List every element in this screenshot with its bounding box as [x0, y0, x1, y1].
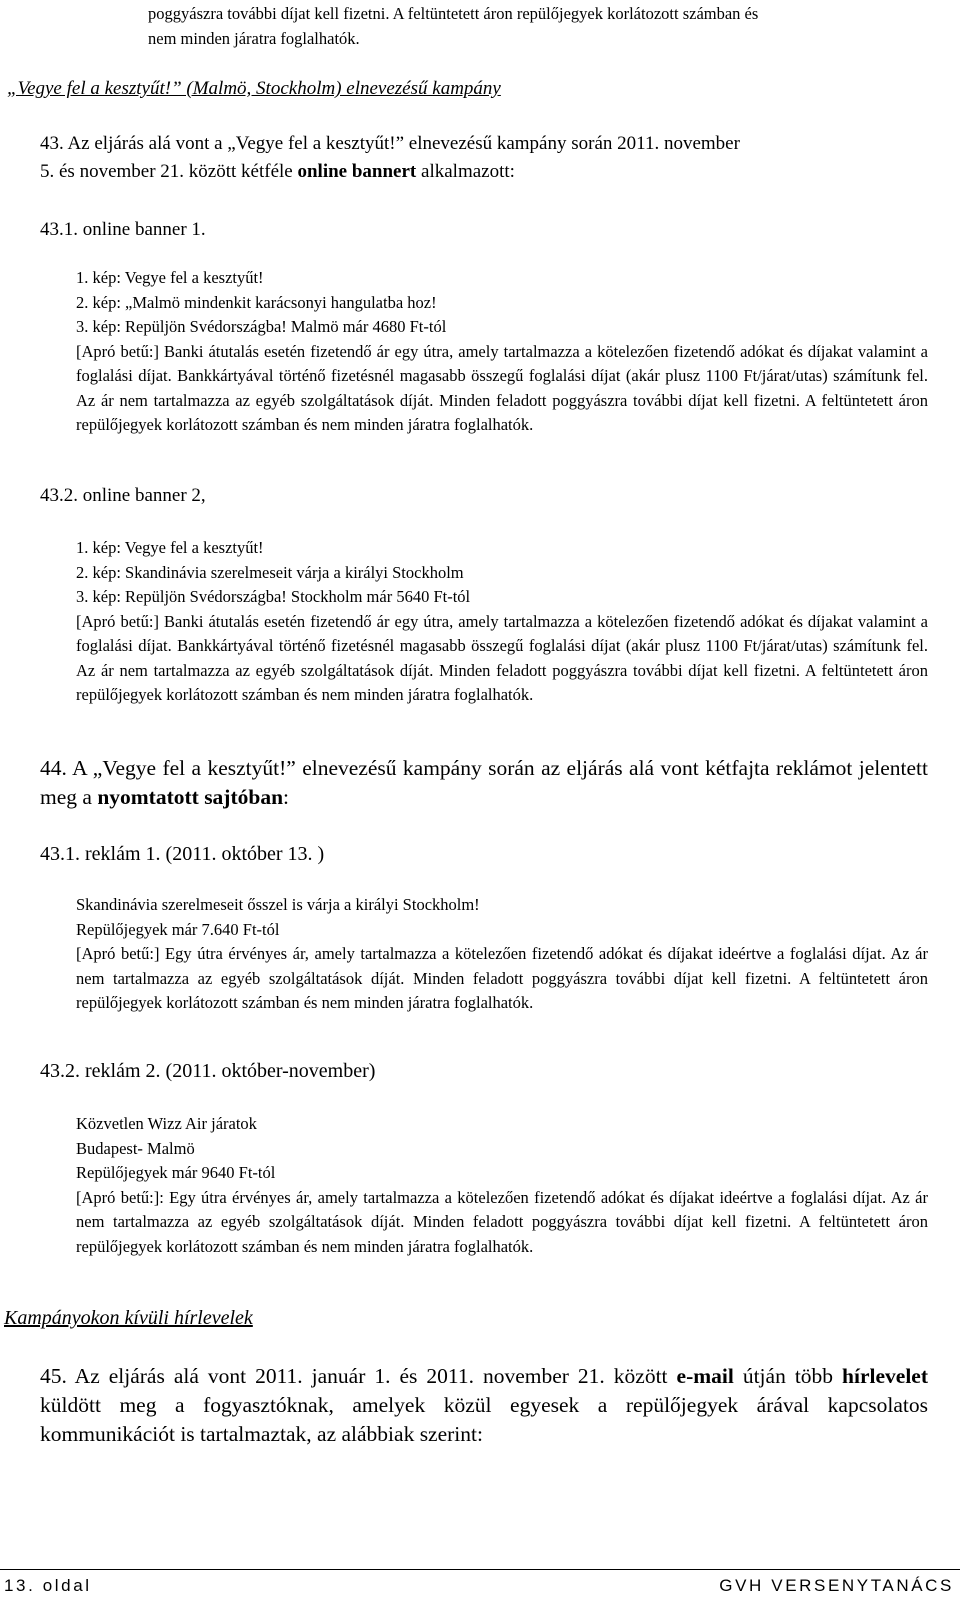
paragraph-43-bold: online bannert [297, 161, 417, 182]
ad-2-content [76, 1112, 928, 1259]
page-number: 13. oldal [4, 1576, 92, 1595]
footer-organization: GVH VERSENYTANÁCS [719, 1576, 954, 1595]
ad-2-fine-print: [Apró betű:]: Egy útra érvényes ár, amely tartalmazza a kötelezően fizetendő adókat és díjakat ideértve a foglalási díjat. Az ár nem tartalmazza az egyéb szolgáltatások díját. Minden feladott poggyászra további díjat kell fizetni. A feltüntetett áron repülőjegyek korlátozott számban és nem minden járatra foglalhatók. [76, 1187, 928, 1256]
banner-2-item-3: 3. kép: Repüljön Svédországba! Stockholm már 5640 Ft-tól [76, 587, 471, 606]
footer-divider [0, 1569, 960, 1570]
paragraph-43-line-2 [40, 158, 930, 186]
paragraph-45-text-mid: útján több [733, 1364, 843, 1388]
paragraph-43-line-1: 43. Az eljárás alá vont a „Vegye fel a kesztyűt!” elnevezésű kampány során 2011. november [40, 133, 740, 154]
ad-1-content [76, 893, 928, 1016]
paragraph-45-text-end: küldött meg a fogyasztóknak, amelyek közül egyesek a repülőjegyek árával kapcsolatos kommunikációt is tartalmaztak, az alábbiak szerint: [40, 1393, 928, 1446]
ad-1-heading: 43.1. reklám 1. (2011. október 13. ) [40, 843, 325, 865]
banner-2-heading: 43.2. online banner 2, [40, 485, 206, 506]
banner-1-fine-print: [Apró betű:] Banki átutalás esetén fizetendő ár egy útra, amely tartalmazza a kötelezően fizetendő adókat és díjakat valamint a foglalási díjat. Bankkártyával történő fizetésnél magasabb összegű foglalási díjat (akár plusz 1100 Ft/járat/utas) számítunk fel. Az ár nem tartalmazza az egyéb szolgáltatások díját. Minden feladott poggyászra további díjat kell fizetni. A feltüntetett áron repülőjegyek korlátozott számban és nem minden járatra foglalhatók. [76, 341, 928, 434]
banner-2-content [76, 536, 928, 708]
top-fragment-line-1: poggyászra további díjat kell fizetni. A feltüntetett áron repülőjegyek korlátozott számban és [148, 4, 759, 23]
banner-1-content [76, 266, 928, 438]
ad-2-line-2: Budapest- Malmö [76, 1138, 195, 1158]
banner-2-item-2: 2. kép: Skandinávia szerelmeseit várja a királyi Stockholm [76, 562, 464, 582]
paragraph-44-text: 44. A „Vegye fel a kesztyűt!” elnevezésű kampány során az eljárás alá vont kétfajta reklámot jelentett meg a [40, 756, 928, 809]
paragraph-43-text-end: alkalmazott: [416, 161, 515, 182]
ad-1-line-1: Skandinávia szerelmeseit ősszel is várja a királyi Stockholm! [76, 895, 480, 914]
top-fragment [148, 2, 926, 51]
ad-2-line-1: Közvetlen Wizz Air járatok [76, 1114, 257, 1133]
paragraph-43 [40, 130, 930, 186]
ad-1-line-2: Repülőjegyek már 7.640 Ft-tól [76, 919, 280, 939]
ad-2-heading: 43.2. reklám 2. (2011. október-november) [40, 1060, 376, 1082]
ad-1-fine-print: [Apró betű:] Egy útra érvényes ár, amely tartalmazza a kötelezően fizetendő adókat és díjakat ideértve a foglalási díjat. Az ár nem tartalmazza az egyéb szolgáltatások díját. Minden feladott poggyászra további díjat kell fizetni. A feltüntetett áron repülőjegyek korlátozott számban és nem minden járatra foglalhatók. [76, 944, 928, 1012]
banner-1-item-3: 3. kép: Repüljön Svédországba! Malmö már 4680 Ft-tól [76, 317, 447, 336]
banner-2-item-1: 1. kép: Vegye fel a kesztyűt! [76, 538, 264, 557]
paragraph-44-bold: nyomtatott sajtóban [97, 785, 284, 809]
paragraph-44-text-end: : [283, 785, 290, 809]
top-fragment-line-2: nem minden járatra foglalhatók. [148, 28, 360, 48]
paragraph-43-text: 5. és november 21. között kétféle [40, 161, 298, 182]
campaign-heading: „Vegye fel a kesztyűt!” (Malmö, Stockholm) elnevezésű kampány [7, 78, 501, 99]
paragraph-44 [40, 754, 928, 812]
newsletter-heading: Kampányokon kívüli hírlevelek [4, 1307, 253, 1329]
banner-1-item-2: 2. kép: „Malmö mindenkit karácsonyi hangulatba hoz! [76, 292, 437, 312]
paragraph-45 [40, 1362, 928, 1449]
paragraph-45-bold-newsletter: hírlevelet [842, 1364, 928, 1388]
banner-1-heading: 43.1. online banner 1. [40, 219, 206, 240]
banner-2-fine-print: [Apró betű:] Banki átutalás esetén fizetendő ár egy útra, amely tartalmazza a kötelezően fizetendő adókat és díjakat valamint a foglalási díjat. Bankkártyával történő fizetésnél magasabb összegű foglalási díjat (akár plusz 1100 Ft/járat/utas) számítunk fel. Az ár nem tartalmazza az egyéb szolgáltatások díját. Minden feladott poggyászra további díjat kell fizetni. A feltüntetett áron repülőjegyek korlátozott számban és nem minden járatra foglalhatók. [76, 611, 928, 704]
ad-2-line-3: Repülőjegyek már 9640 Ft-tól [76, 1163, 276, 1182]
banner-1-item-1: 1. kép: Vegye fel a kesztyűt! [76, 268, 264, 287]
paragraph-45-text: 45. Az eljárás alá vont 2011. január 1. és 2011. november 21. között [40, 1364, 677, 1388]
paragraph-45-bold-email: e-mail [676, 1364, 734, 1388]
